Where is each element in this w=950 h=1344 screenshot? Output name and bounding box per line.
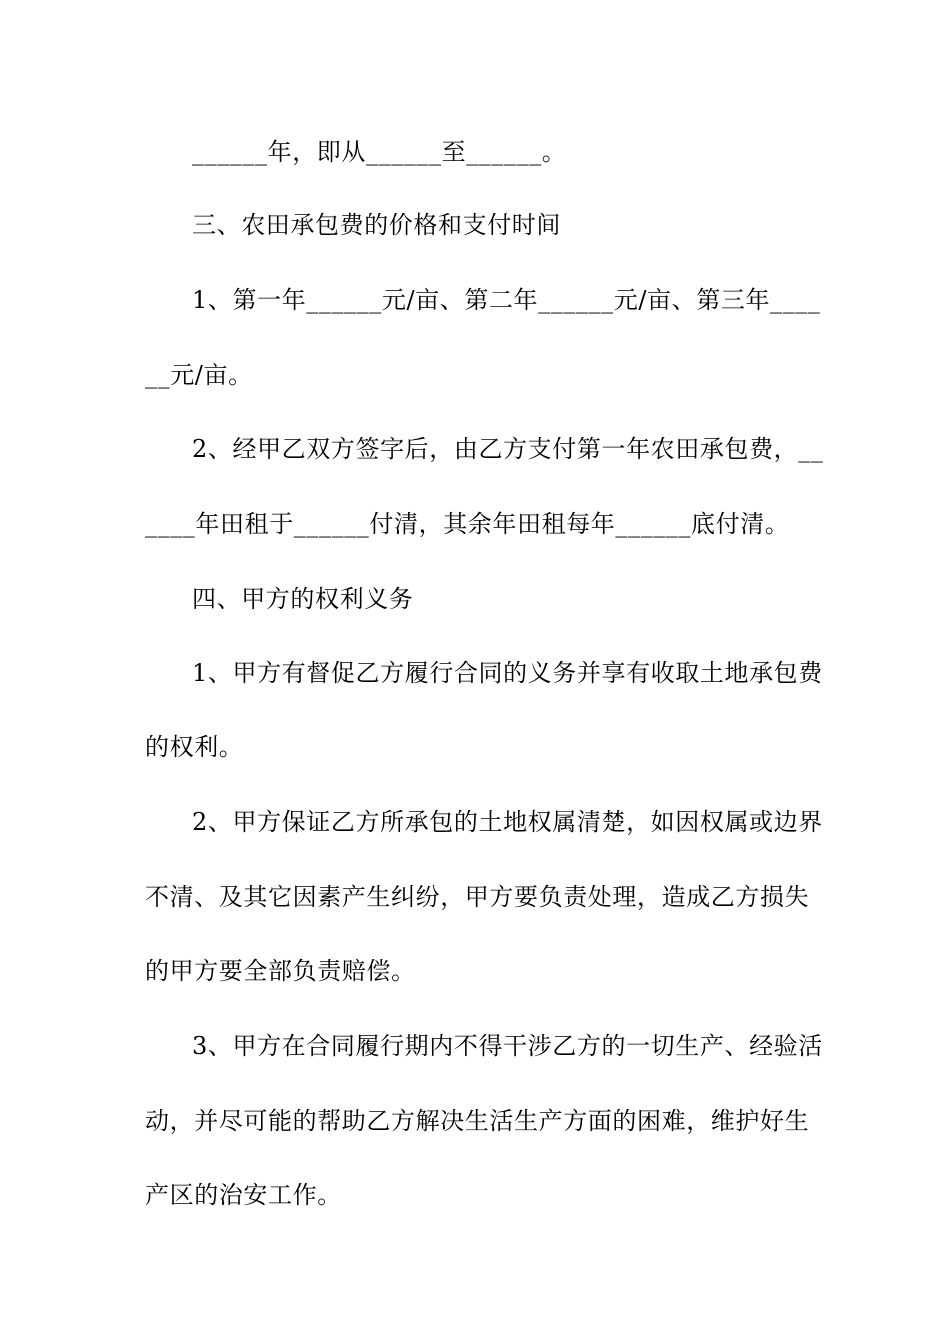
paragraph-payment-time: 2、经甲乙双方签字后，由乙方支付第一年农田承包费，__ — [192, 435, 824, 463]
paragraph-party-a-right-3: 3、甲方在合同履行期内不得干涉乙方的一切生产、经验活 — [192, 1032, 823, 1060]
paragraph-term-period: ______年，即从______至______。 — [192, 138, 567, 166]
paragraph-party-a-right-1-cont: 的权利。 — [145, 733, 244, 761]
paragraph-party-a-right-3-cont: 动，并尽可能的帮助乙方解决生活生产方面的困难，维护好生 — [145, 1107, 810, 1135]
paragraph-party-a-right-2: 2、甲方保证乙方所承包的土地权属清楚，如因权属或边界 — [192, 808, 823, 836]
paragraph-fee-price: 1、第一年______元/亩、第二年______元/亩、第三年____ — [192, 286, 821, 314]
paragraph-fee-price-cont: __元/亩。 — [145, 361, 253, 389]
paragraph-party-a-right-2-end: 的甲方要全部负责赔偿。 — [145, 957, 416, 985]
paragraph-payment-time-cont: ____年田租于______付清，其余年田租每年______底付清。 — [145, 510, 790, 538]
section-heading-4: 四、甲方的权利义务 — [192, 585, 414, 613]
paragraph-party-a-right-3-end: 产区的治安工作。 — [145, 1181, 342, 1209]
paragraph-party-a-right-1: 1、甲方有督促乙方履行合同的义务并享有收取土地承包费 — [192, 659, 823, 687]
section-heading-3: 三、农田承包费的价格和支付时间 — [192, 211, 561, 239]
paragraph-party-a-right-2-cont: 不清、及其它因素产生纠纷，甲方要负责处理，造成乙方损失 — [145, 883, 810, 911]
